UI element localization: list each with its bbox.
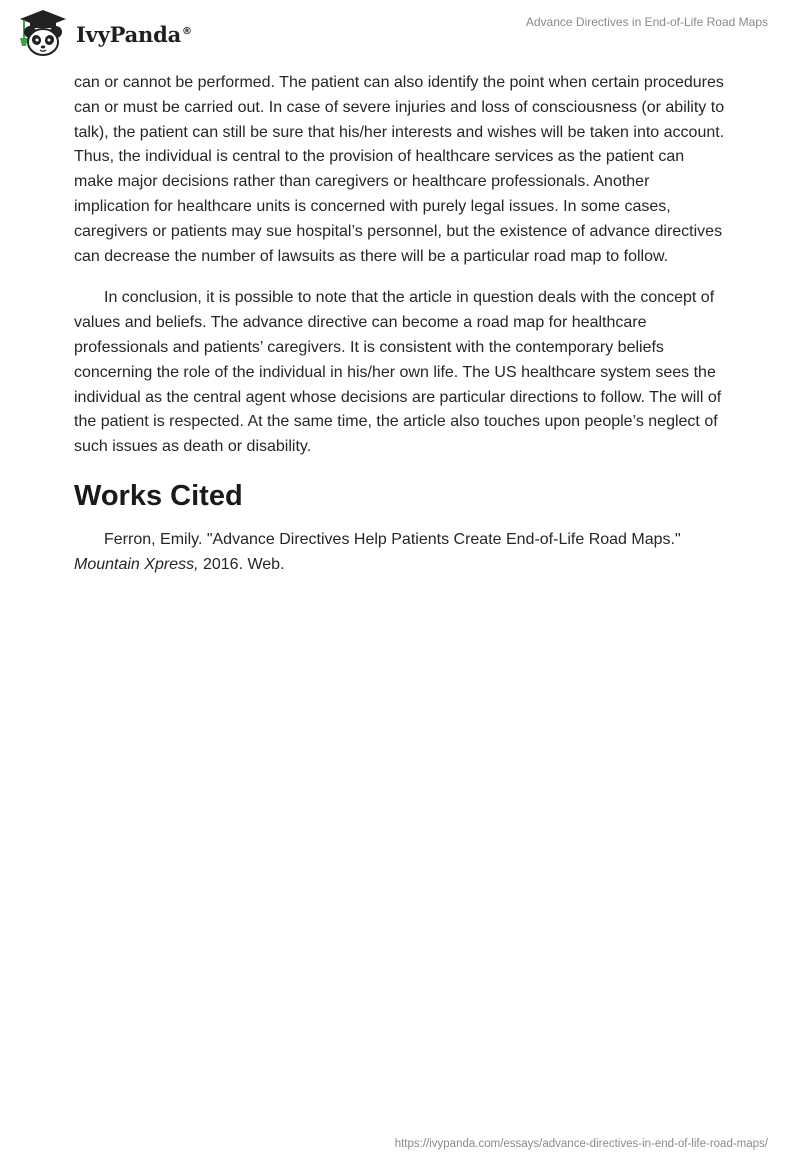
citation-details: 2016. Web. (202, 555, 285, 573)
running-title: Advance Directives in End-of-Life Road Maps (525, 15, 768, 29)
footer-url[interactable]: https://ivypanda.com/essays/advance-directives-in-end-of-life-road-maps/ (394, 1138, 768, 1150)
works-cited-heading: Works Cited (74, 479, 243, 512)
logo[interactable] (14, 8, 192, 58)
citation-entry (74, 528, 726, 578)
body-paragraph: can or cannot be performed. The patient can also identify the point when certain procedures can or must be carried out. In case of severe injuries and loss of consciousness (or ability to talk), the patient can still be sure that his/her interests and wishes will be taken into account. Thus, the individual is central to the provision of healthcare services as the patient can make major decisions rather than caregivers or healthcare professionals. Another implication for healthcare units is concerned with purely legal issues. In some cases, caregivers or patients may sue hospital’s personnel, but the existence of advance directives can decrease the number of lawsuits as there will be a particular road map to follow. (74, 74, 725, 265)
page-header (0, 0, 800, 70)
citation-author-title: Ferron, Emily. "Advance Directives Help Patients Create End-of-Life Road Maps." (104, 530, 681, 548)
body-paragraph: In conclusion, it is possible to note that the article in question deals with the concept of values and beliefs. The advance directive can become a road map for healthcare professionals and patients’ caregivers. It is consistent with the contemporary beliefs concerning the role of the individual in his/her own life. The US healthcare system sees the individual as the central agent whose decisions are particular directions to follow. The will of the patient is respected. At the same time, the article also touches upon people’s neglect of such issues as death or disability. (74, 289, 722, 456)
essay-content (74, 71, 726, 578)
citation-publication: Mountain Xpress, (74, 555, 199, 573)
logo-wordmark: IvyPanda® (76, 21, 192, 47)
panda-graduate-icon (14, 8, 72, 58)
